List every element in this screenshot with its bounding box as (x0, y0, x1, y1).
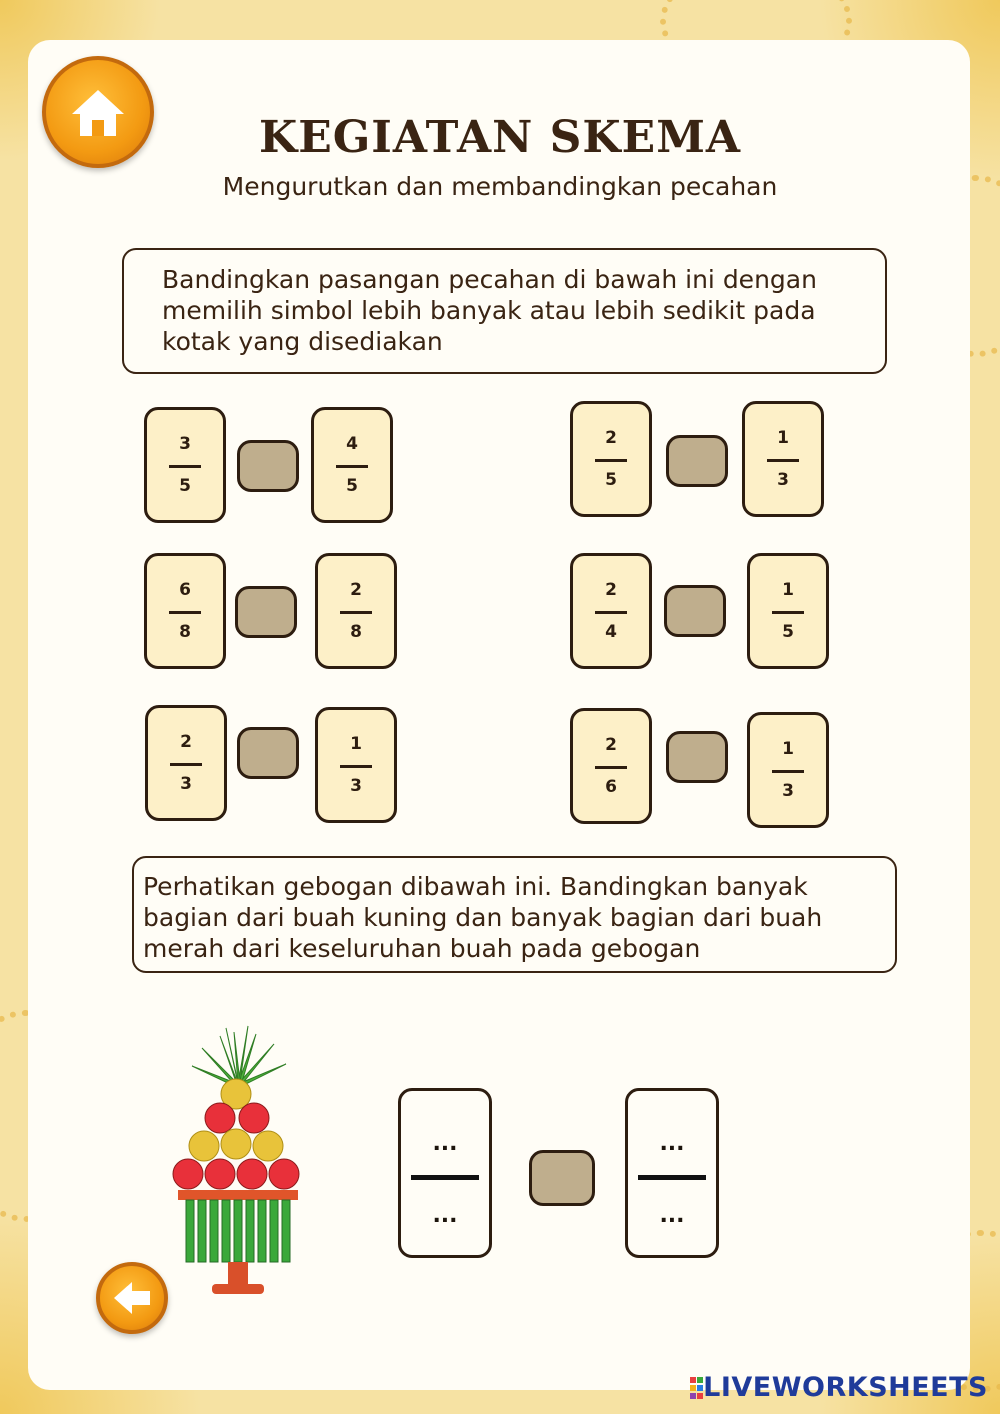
denominator: 3 (782, 781, 794, 801)
comparison-symbol-box[interactable] (235, 586, 297, 638)
fraction-card-left (570, 708, 652, 824)
numerator: 3 (179, 434, 191, 454)
fraction-card-left (570, 401, 652, 517)
gebogan-illustration (168, 1022, 308, 1302)
numerator: 2 (350, 580, 362, 600)
fraction-card-right (742, 401, 824, 517)
page-title: KEGIATAN SKEMA (258, 112, 742, 163)
fraction-bar (340, 611, 372, 614)
comparison-symbol-box[interactable] (664, 585, 726, 637)
fraction-bar (169, 465, 201, 468)
comparison-symbol-box[interactable] (237, 440, 299, 492)
denominator: 5 (782, 622, 794, 642)
fraction-bar (767, 459, 799, 462)
numerator: 2 (180, 732, 192, 752)
answer-numerator: ... (432, 1131, 458, 1156)
instruction-line: memilih simbol lebih banyak atau lebih sedikit pada (162, 296, 816, 325)
comparison-symbol-box[interactable] (666, 435, 728, 487)
denominator: 6 (605, 777, 617, 797)
fraction-bar (638, 1175, 706, 1180)
numerator: 1 (350, 734, 362, 754)
fraction-bar (340, 765, 372, 768)
fraction-card-left (145, 705, 227, 821)
fraction-card-right (747, 712, 829, 828)
instruction-line: Bandingkan pasangan pecahan di bawah ini dengan (162, 265, 817, 294)
brand-name: LIVEWORKSHEETS (703, 1372, 988, 1403)
fraction-bar (595, 611, 627, 614)
instruction-box-2 (132, 856, 897, 973)
denominator: 3 (180, 774, 192, 794)
answer-fraction-left (398, 1088, 492, 1258)
answer-numerator: ... (659, 1131, 685, 1156)
denominator: 5 (179, 476, 191, 496)
fraction-card-right (311, 407, 393, 523)
fraction-card-right (315, 553, 397, 669)
numerator: 4 (346, 434, 358, 454)
fraction-bar (772, 770, 804, 773)
instruction-box-1 (122, 248, 887, 374)
denominator: 3 (350, 776, 362, 796)
answer-symbol-box[interactable] (529, 1150, 595, 1206)
numerator: 6 (179, 580, 191, 600)
instruction-line: Perhatikan gebogan dibawah ini. Bandingkan banyak (143, 872, 808, 901)
answer-denominator: ... (659, 1203, 685, 1228)
instruction-line: merah dari keseluruhan buah pada gebogan (143, 934, 701, 963)
denominator: 3 (777, 470, 789, 490)
fraction-card-right (315, 707, 397, 823)
numerator: 2 (605, 428, 617, 448)
fraction-bar (595, 766, 627, 769)
back-button[interactable] (96, 1262, 168, 1334)
comparison-symbol-box[interactable] (237, 727, 299, 779)
denominator: 5 (605, 470, 617, 490)
denominator: 8 (179, 622, 191, 642)
fraction-bar (595, 459, 627, 462)
fraction-card-left (570, 553, 652, 669)
fraction-bar (411, 1175, 479, 1180)
page-subtitle: Mengurutkan dan membandingkan pecahan (222, 172, 778, 201)
fraction-bar (170, 763, 202, 766)
fraction-card-left (144, 407, 226, 523)
instruction-line: bagian dari buah kuning dan banyak bagian dari buah (143, 903, 823, 932)
fraction-card-right (747, 553, 829, 669)
denominator: 8 (350, 622, 362, 642)
answer-fraction-right (625, 1088, 719, 1258)
numerator: 1 (777, 428, 789, 448)
comparison-symbol-box[interactable] (666, 731, 728, 783)
fraction-bar (336, 465, 368, 468)
denominator: 4 (605, 622, 617, 642)
arrow-left-icon (100, 1266, 164, 1330)
numerator: 2 (605, 735, 617, 755)
numerator: 1 (782, 739, 794, 759)
numerator: 2 (605, 580, 617, 600)
fraction-bar (169, 611, 201, 614)
numerator: 1 (782, 580, 794, 600)
denominator: 5 (346, 476, 358, 496)
answer-denominator: ... (432, 1203, 458, 1228)
instruction-line: kotak yang disediakan (162, 327, 443, 356)
fraction-bar (772, 611, 804, 614)
fraction-card-left (144, 553, 226, 669)
